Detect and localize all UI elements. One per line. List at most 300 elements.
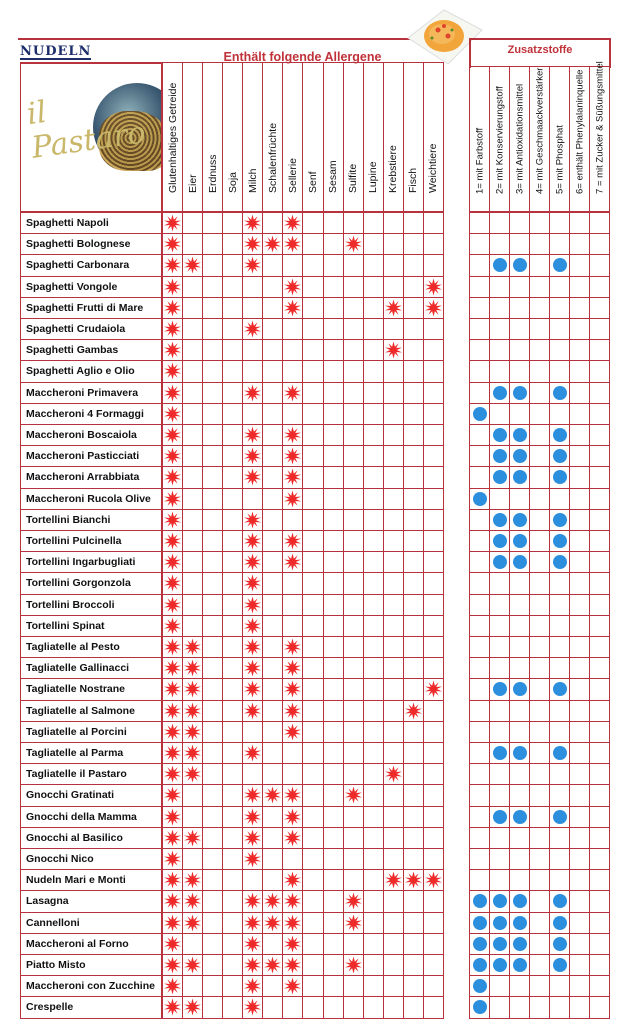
allergen-cell [222, 403, 243, 425]
allergen-cell [162, 360, 183, 382]
allergen-cell [302, 212, 323, 234]
additive-cell [489, 784, 510, 806]
allergen-cell [262, 572, 283, 594]
allergen-cell [323, 848, 344, 870]
allergen-cell [302, 912, 323, 934]
allergen-cell [363, 890, 384, 912]
additive-dot-icon [493, 916, 507, 930]
additive-cell [509, 784, 530, 806]
additive-dot-icon [513, 555, 527, 569]
allergen-cell [323, 890, 344, 912]
additive-dot-icon [553, 386, 567, 400]
allergen-cell [423, 509, 444, 531]
allergen-cell [222, 594, 243, 616]
additive-cell [569, 276, 590, 298]
allergen-cell [423, 360, 444, 382]
allergen-cell [242, 636, 263, 658]
additive-cell [549, 784, 570, 806]
allergen-cell [302, 530, 323, 552]
allergen-cell [302, 827, 323, 849]
additive-cell [509, 360, 530, 382]
additive-cell [589, 742, 610, 764]
dish-name: Cannelloni [20, 912, 162, 934]
allergen-cell [222, 318, 243, 340]
allergen-cell [423, 530, 444, 552]
allergen-cell [363, 784, 384, 806]
allergen-cell [323, 360, 344, 382]
additive-cell [489, 806, 510, 828]
allergen-cell [343, 806, 364, 828]
additive-cell [569, 233, 590, 255]
allergen-cell [222, 254, 243, 276]
additive-cell [469, 551, 490, 573]
allergen-column-label: Weichtiere [427, 143, 440, 193]
allergen-cell [282, 445, 303, 467]
additive-cell [569, 657, 590, 679]
allergen-cell [363, 382, 384, 404]
allergen-cell [282, 615, 303, 637]
allergen-cell [343, 975, 364, 997]
additive-dot-icon [473, 979, 487, 993]
additive-cell [569, 382, 590, 404]
allergen-cell [383, 339, 404, 361]
additive-cell [549, 297, 570, 319]
additive-cell [529, 403, 550, 425]
allergen-cell [343, 233, 364, 255]
allergen-cell [262, 509, 283, 531]
additive-cell [489, 233, 510, 255]
allergen-cell [343, 827, 364, 849]
allergen-column-label: Sesam [327, 160, 340, 193]
allergen-cell [262, 615, 283, 637]
additive-dot-icon [553, 555, 567, 569]
additive-cell [489, 339, 510, 361]
additive-cell [469, 530, 490, 552]
allergen-cell [423, 403, 444, 425]
additive-cell [569, 488, 590, 510]
allergen-cell [162, 806, 183, 828]
allergen-cell [162, 488, 183, 510]
allergen-cell [423, 551, 444, 573]
additive-cell [529, 636, 550, 658]
dish-name: Nudeln Mari e Monti [20, 869, 162, 891]
additive-cell [529, 254, 550, 276]
allergen-cell [222, 996, 243, 1018]
allergen-cell [162, 975, 183, 997]
additive-cell [589, 848, 610, 870]
allergen-cell [222, 848, 243, 870]
additive-cell [529, 572, 550, 594]
allergen-cell [282, 975, 303, 997]
allergen-cell [162, 297, 183, 319]
additive-cell [589, 784, 610, 806]
allergen-cell [363, 742, 384, 764]
allergen-cell [222, 339, 243, 361]
allergen-cell [162, 848, 183, 870]
allergen-cell [343, 636, 364, 658]
allergen-column-label: Milch [246, 168, 259, 193]
allergen-cell [363, 445, 384, 467]
allergen-cell [343, 763, 364, 785]
allergen-cell [282, 784, 303, 806]
additive-cell [569, 424, 590, 446]
allergen-cell [383, 466, 404, 488]
allergen-cell [403, 763, 424, 785]
allergen-cell [202, 382, 223, 404]
dish-name: Tagliatelle il Pastaro [20, 763, 162, 785]
allergen-cell [282, 954, 303, 976]
additive-cell [509, 551, 530, 573]
dish-name: Maccheroni Pasticciati [20, 445, 162, 467]
allergen-cell [383, 572, 404, 594]
dish-name: Piatto Misto [20, 954, 162, 976]
additive-cell [469, 339, 490, 361]
allergen-cell [403, 827, 424, 849]
additive-cell [549, 488, 570, 510]
brand-title: NUDELN [20, 44, 92, 59]
allergen-cell [182, 233, 203, 255]
additive-dot-icon [493, 555, 507, 569]
allergen-cell [423, 212, 444, 234]
allergen-cell [343, 890, 364, 912]
additive-cell [589, 466, 610, 488]
allergen-cell [383, 996, 404, 1018]
additive-cell [509, 827, 530, 849]
additive-cell [489, 954, 510, 976]
allergen-cell [343, 742, 364, 764]
allergen-cell [363, 551, 384, 573]
additive-cell [569, 742, 590, 764]
allergen-cell [182, 784, 203, 806]
allergen-cell [162, 572, 183, 594]
allergen-cell [242, 445, 263, 467]
allergen-cell [403, 912, 424, 934]
allergen-cell [242, 382, 263, 404]
allergen-cell [383, 806, 404, 828]
allergen-cell [383, 827, 404, 849]
additive-cell [569, 445, 590, 467]
additive-cell [529, 382, 550, 404]
allergen-cell [282, 827, 303, 849]
additive-cell [469, 721, 490, 743]
allergen-cell [343, 403, 364, 425]
allergen-cell [182, 445, 203, 467]
allergen-cell [182, 254, 203, 276]
dish-name: Gnocchi Nico [20, 848, 162, 870]
dish-name: Tagliatelle al Porcini [20, 721, 162, 743]
dish-name: Maccheroni Rucola Olive [20, 488, 162, 510]
allergen-cell [383, 318, 404, 340]
additive-cell [589, 488, 610, 510]
additive-cell [589, 890, 610, 912]
additive-cell [509, 678, 530, 700]
additive-cell [509, 530, 530, 552]
allergen-cell [282, 403, 303, 425]
additive-cell [589, 996, 610, 1018]
additive-cell [489, 254, 510, 276]
additive-cell [489, 636, 510, 658]
additive-cell [589, 572, 610, 594]
allergen-cell [282, 488, 303, 510]
additive-cell [569, 996, 590, 1018]
allergen-cell [182, 360, 203, 382]
dish-name: Tortellini Broccoli [20, 594, 162, 616]
additive-cell [589, 806, 610, 828]
allergen-cell [222, 233, 243, 255]
additive-cell [549, 657, 570, 679]
allergen-cell [323, 297, 344, 319]
allergen-cell [262, 551, 283, 573]
allergen-cell [222, 530, 243, 552]
dish-name: Maccheroni al Forno [20, 933, 162, 955]
allergen-cell [182, 763, 203, 785]
additive-cell [469, 594, 490, 616]
allergen-cell [403, 382, 424, 404]
additive-cell [489, 975, 510, 997]
additive-dot-icon [473, 937, 487, 951]
allergen-cell [262, 827, 283, 849]
allergen-cell [222, 806, 243, 828]
allergen-cell [383, 700, 404, 722]
allergen-cell [162, 721, 183, 743]
allergen-cell [323, 975, 344, 997]
additive-cell [549, 806, 570, 828]
additive-dot-icon [493, 470, 507, 484]
additive-cell [589, 276, 610, 298]
dish-name: Lasagna [20, 890, 162, 912]
allergen-cell [323, 742, 344, 764]
allergen-cell [202, 806, 223, 828]
allergen-cell [403, 975, 424, 997]
allergen-cell [242, 827, 263, 849]
allergen-cell [323, 572, 344, 594]
allergen-cell [282, 509, 303, 531]
additive-cell [549, 572, 570, 594]
additive-dot-icon [513, 449, 527, 463]
allergen-cell [182, 297, 203, 319]
allergen-cell [423, 763, 444, 785]
allergen-cell [222, 551, 243, 573]
allergen-cell [302, 806, 323, 828]
allergen-cell [242, 933, 263, 955]
allergen-cell [403, 890, 424, 912]
allergen-cell [343, 721, 364, 743]
allergen-cell [262, 806, 283, 828]
allergen-cell [363, 869, 384, 891]
allergen-cell [423, 912, 444, 934]
allergen-cell [282, 869, 303, 891]
additive-dot-icon [553, 894, 567, 908]
allergen-cell [162, 742, 183, 764]
allergen-cell [202, 318, 223, 340]
dish-name: Spaghetti Napoli [20, 212, 162, 234]
allergen-cell [282, 382, 303, 404]
allergen-cell [262, 996, 283, 1018]
allergen-column-label: Fisch [407, 167, 420, 193]
allergen-cell [242, 784, 263, 806]
allergen-cell [242, 572, 263, 594]
allergen-cell [343, 339, 364, 361]
allergen-cell [323, 869, 344, 891]
allergen-cell [202, 848, 223, 870]
allergen-cell [302, 933, 323, 955]
additive-cell [589, 551, 610, 573]
allergen-cell [363, 678, 384, 700]
allergen-cell [222, 212, 243, 234]
additive-cell [569, 318, 590, 340]
allergen-cell [262, 403, 283, 425]
allergen-cell [262, 869, 283, 891]
allergen-cell [182, 615, 203, 637]
dish-name: Tagliatelle al Parma [20, 742, 162, 764]
allergen-cell [383, 594, 404, 616]
allergen-cell [423, 742, 444, 764]
allergen-cell [162, 466, 183, 488]
allergen-column-header [363, 62, 384, 212]
allergen-cell [302, 594, 323, 616]
allergen-cell [182, 721, 203, 743]
additive-cell [529, 678, 550, 700]
allergen-cell [262, 954, 283, 976]
additive-cell [489, 763, 510, 785]
additive-cell [569, 594, 590, 616]
additive-cell [469, 360, 490, 382]
additive-cell [489, 403, 510, 425]
allergen-cell [202, 233, 223, 255]
additive-column-label: 4= mit Geschmaackverstärker [534, 67, 546, 194]
allergen-cell [222, 700, 243, 722]
allergen-cell [363, 403, 384, 425]
additive-cell [529, 509, 550, 531]
allergen-cell [383, 890, 404, 912]
allergen-cell [162, 636, 183, 658]
dish-name: Spaghetti Carbonara [20, 254, 162, 276]
allergen-cell [343, 212, 364, 234]
allergen-cell [262, 657, 283, 679]
allergen-cell [383, 509, 404, 531]
additive-cell [469, 890, 490, 912]
allergen-cell [162, 594, 183, 616]
allergen-cell [222, 975, 243, 997]
allergen-cell [202, 615, 223, 637]
additive-cell [529, 721, 550, 743]
additive-cell [569, 254, 590, 276]
additive-dot-icon [553, 746, 567, 760]
allergen-cell [323, 721, 344, 743]
allergen-cell [302, 657, 323, 679]
allergen-column-header [423, 62, 444, 212]
allergen-cell [302, 721, 323, 743]
additive-cell [589, 657, 610, 679]
allergen-cell [403, 488, 424, 510]
allergen-cell [323, 954, 344, 976]
allergen-cell [423, 488, 444, 510]
additive-dot-icon [473, 407, 487, 421]
additive-cell [569, 806, 590, 828]
allergen-cell [282, 276, 303, 298]
additive-dot-icon [493, 513, 507, 527]
additive-cell [529, 488, 550, 510]
allergen-cell [383, 424, 404, 446]
allergen-cell [403, 530, 424, 552]
allergen-cell [383, 933, 404, 955]
allergen-cell [222, 297, 243, 319]
allergen-cell [282, 530, 303, 552]
allergen-cell [202, 636, 223, 658]
additive-cell [549, 996, 570, 1018]
allergen-cell [202, 742, 223, 764]
additive-cell [489, 594, 510, 616]
allergen-cell [383, 678, 404, 700]
additive-cell [589, 403, 610, 425]
allergen-cell [363, 615, 384, 637]
allergen-cell [383, 360, 404, 382]
allergen-cell [323, 912, 344, 934]
additive-cell [469, 509, 490, 531]
additive-cell [549, 742, 570, 764]
allergen-cell [363, 996, 384, 1018]
additive-dot-icon [513, 682, 527, 696]
allergen-column-label: Lupine [367, 161, 380, 193]
additive-cell [589, 912, 610, 934]
allergen-cell [282, 360, 303, 382]
additive-column-label: 6= enthält Phenylalaninquelle [574, 69, 586, 194]
allergen-cell [242, 488, 263, 510]
allergen-cell [423, 594, 444, 616]
allergen-cell [162, 276, 183, 298]
dish-name: Maccheroni 4 Formaggi [20, 403, 162, 425]
allergen-cell [202, 551, 223, 573]
additive-cell [529, 912, 550, 934]
allergen-cell [343, 933, 364, 955]
allergen-column-label: Schalenfrüchte [266, 122, 279, 193]
allergen-cell [403, 551, 424, 573]
allergen-cell [383, 636, 404, 658]
allergen-cell [162, 996, 183, 1018]
additive-cell [529, 784, 550, 806]
allergen-cell [182, 827, 203, 849]
additive-cell [549, 763, 570, 785]
allergen-cell [383, 742, 404, 764]
allergen-cell [162, 551, 183, 573]
dish-name: Maccheroni Boscaiola [20, 424, 162, 446]
additive-cell [469, 254, 490, 276]
additive-column-label: 3= mit Antioxidationsmittel [514, 83, 526, 194]
additive-dot-icon [553, 513, 567, 527]
additive-cell [509, 636, 530, 658]
additive-cell [549, 318, 570, 340]
additive-column-label: 5= mit Phosphat [554, 125, 566, 194]
allergen-cell [323, 233, 344, 255]
additive-dot-icon [513, 894, 527, 908]
additive-cell [549, 827, 570, 849]
additive-cell [469, 615, 490, 637]
allergen-cell [343, 912, 364, 934]
additive-column-header [529, 66, 550, 212]
allergen-cell [182, 551, 203, 573]
additive-dot-icon [513, 746, 527, 760]
additive-cell [489, 360, 510, 382]
additive-cell [549, 382, 570, 404]
allergen-cell [423, 445, 444, 467]
allergen-cell [182, 318, 203, 340]
allergen-cell [383, 551, 404, 573]
additive-cell [529, 615, 550, 637]
allergen-cell [162, 678, 183, 700]
allergen-cell [302, 615, 323, 637]
allergen-cell [323, 615, 344, 637]
additive-cell [509, 954, 530, 976]
